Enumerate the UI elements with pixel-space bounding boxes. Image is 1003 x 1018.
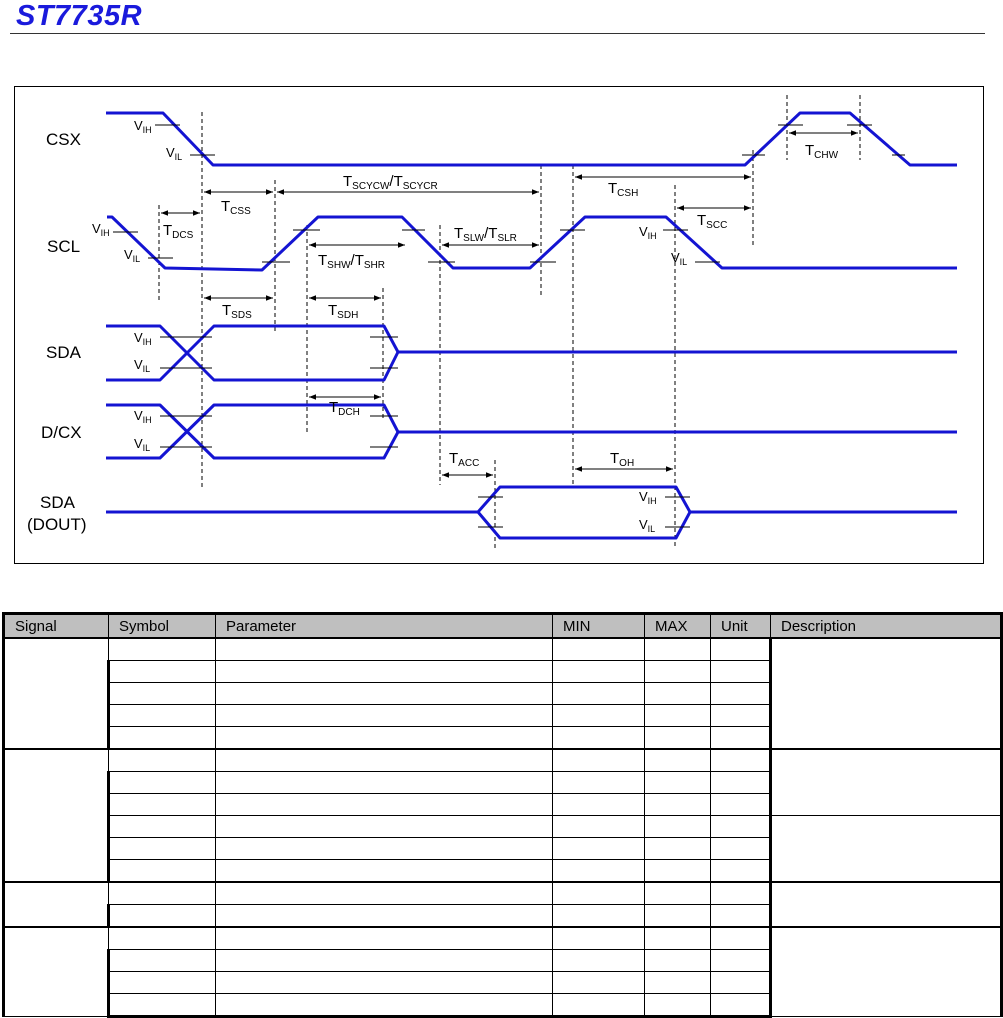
level-vih: VIH [639, 224, 657, 241]
level-vih: VIH [639, 489, 657, 506]
level-vil: VIL [124, 247, 141, 264]
column-header-unit: Unit [711, 614, 771, 639]
timing-label-tdcs: TDCS [163, 222, 194, 241]
description-cell [771, 927, 1002, 1017]
timing-label-tchw: TCHW [805, 142, 839, 161]
table-row [4, 816, 1002, 838]
description-cell [771, 816, 1002, 883]
timing-label-tsdh: TSDH [328, 302, 359, 321]
signal-label-scl: SCL [47, 237, 81, 256]
signal-label-sda: SDA [46, 343, 81, 362]
timing-label-tscc: TSCC [697, 212, 728, 231]
signal-label-sda-dout-2: (DOUT) [27, 515, 87, 534]
signal-label-sda-dout-1: SDA [40, 493, 75, 512]
column-header-min: MIN [553, 614, 645, 639]
description-cell [771, 638, 1002, 749]
column-header-signal: Signal [4, 614, 109, 639]
dcx-waveform-low [106, 405, 957, 458]
timing-label-toh: TOH [610, 450, 635, 469]
sda-dout-waveform-high [106, 487, 957, 512]
column-header-parameter: Parameter [216, 614, 553, 639]
document-title: ST7735R [16, 0, 143, 32]
table-header-row [4, 614, 1002, 639]
signal-cell [4, 882, 109, 927]
level-vih: VIH [134, 408, 152, 425]
signal-label-dcx: D/CX [41, 423, 82, 442]
timing-spec-table [2, 612, 1003, 1018]
table-row [4, 927, 1002, 950]
timing-label-tscyc: TSCYCW/TSCYCR [343, 173, 438, 192]
column-header-symbol: Symbol [109, 614, 216, 639]
sda-dout-waveform-low [478, 512, 690, 538]
timing-label-tshw: TSHW/TSHR [318, 252, 385, 271]
level-vil: VIL [134, 436, 151, 453]
timing-label-tcsh: TCSH [608, 180, 639, 199]
level-vil: VIL [639, 517, 656, 534]
description-cell [771, 749, 1002, 816]
table-row [4, 882, 1002, 905]
table-row [4, 749, 1002, 772]
signal-cell [4, 749, 109, 882]
timing-label-tcss: TCSS [221, 198, 251, 217]
timing-label-tslw: TSLW/TSLR [454, 225, 517, 244]
level-vih: VIH [92, 221, 110, 238]
column-header-description: Description [771, 614, 1002, 639]
signal-cell [4, 927, 109, 1017]
timing-label-tacc: TACC [449, 450, 480, 469]
sda-waveform-low [106, 326, 957, 380]
level-vil: VIL [166, 145, 183, 162]
column-header-max: MAX [645, 614, 711, 639]
signal-cell [4, 638, 109, 749]
level-vil: VIL [671, 250, 688, 267]
signal-label-csx: CSX [46, 130, 81, 149]
table-row [4, 638, 1002, 661]
timing-label-tdch: TDCH [329, 399, 360, 418]
level-vih: VIH [134, 330, 152, 347]
description-cell [771, 882, 1002, 927]
timing-label-tsds: TSDS [222, 302, 252, 321]
level-vil: VIL [134, 357, 151, 374]
level-vih: VIH [134, 118, 152, 135]
